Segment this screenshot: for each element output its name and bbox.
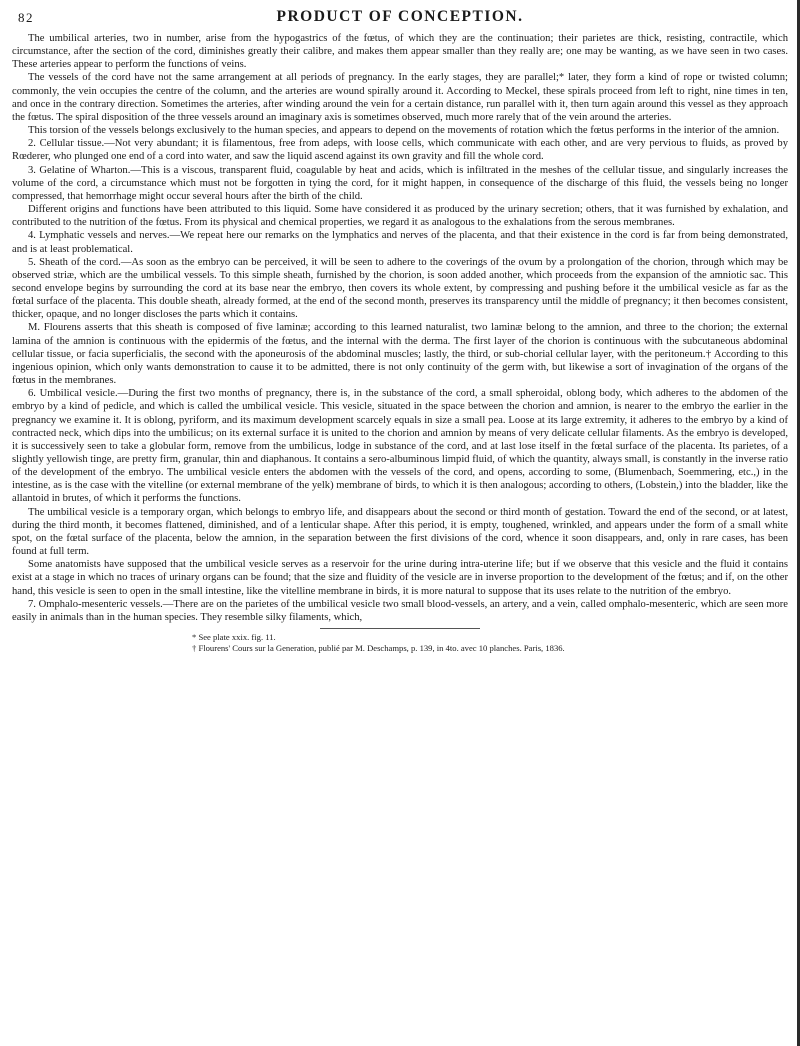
paragraph: Some anatomists have supposed that the umbilical vesicle serves as a reservoir for the urine during intra-uterine life; but if we observe that this vesicle and the fluid it contains exist at a stage in which no traces of urinary organs can be found; that the size and fluidity of the vesicle are in inverse proportion to the development of the fœtus; and if, on the other hand, this vesicle is seen to open in the small intestine, like the vitelline membrane in birds, it is more natural to suppose that its uses relate to the nutrition of the embryo. xyxy=(12,559,788,597)
running-head: PRODUCT OF CONCEPTION. xyxy=(276,8,524,25)
paragraph: 7. Omphalo-mesenteric vessels.—There are on the parietes of the umbilical vesicle two small blood-vessels, an artery, and a vein, called omphalo-mesenteric, which are seen more easily in animals than in the human species. They resemble silky filaments, which, xyxy=(12,598,788,623)
paragraph: The umbilical arteries, two in number, arise from the hypogastrics of the fœtus, of which they are the continuation; their parietes are thick, resisting, contractile, which circumstance, after the section of the cord, diminishes greatly their calibre, and makes them appear smaller than they really are; one may be wanting, as we have seen in two cases. These arteries appear to perform the functions of veins. xyxy=(12,33,788,71)
footnote-divider xyxy=(320,628,480,629)
paragraph: Different origins and functions have been attributed to this liquid. Some have considered it as produced by the urinary secretion; others, that it was furnished by exhalation, and contributed to the nutrition of the fœtus. From its physical and chemical properties, we regard it as analogous to the exhalations from the serous membranes. xyxy=(12,204,788,229)
footnote: * See plate xxix. fig. 11. xyxy=(192,632,276,643)
body-text xyxy=(12,32,788,624)
paragraph: M. Flourens asserts that this sheath is composed of five laminæ; according to this learned naturalist, two laminæ belong to the amnion, and three to the chorion; the external lamina of the amnion is continuous with the epidermis of the fœtus, and the internal with the derma. The first layer of the chorion is continuous with the subcutaneous abdominal cellular tissue, or facia superficialis, the second with the aponeurosis of the abdominal muscles; lastly, the third, or sub-chorial cellular layer, with the peritoneum.† According to this ingenious opinion, which only wants demonstration to cause it to be admitted, there is not only continuity of the germ with, but likewise a sort of invagination of the organs of the fœtus in the membranes. xyxy=(12,322,788,387)
page-header xyxy=(12,6,788,28)
paragraph: 6. Umbilical vesicle.—During the first two months of pregnancy, there is, in the substance of the cord, a small spheroidal, oblong body, which adheres to the abdomen of the embryo by a kind of pedicle, and which is called the umbilical vesicle. This vesicle, situated in the space between the chorion and amnion, is nearer to the embryo the earlier in the pregnancy we examine it. It is oblong, pyriform, and its maximum development scarcely equals in size a small pea. Loose at its large extremity, it adheres to the embryo by a kind of contracted neck, which dips into the umbilicus; on its external surface it is united to the chorion and amnion by means of very delicate cellular filaments. As the embryo is developed, it is successively seen to take a globular form, remove from the umbilicus, lodge in substance of the cord, and at last lose itself in the fœtal surface of the placenta. Its parietes, of a slightly yellowish tinge, are pretty firm, granular, thin and diaphanous. It contains a sero-albuminous limpid fluid, of which the quantity, always small, is constantly in the inverse ratio of the development of the embryo. The umbilical vesicle enters the abdomen with the vessels of the cord, and opens, according to some, (Blumenbach, Soemmering, etc.,) in the intestine, as is the case with the vitelline (or external membrane of the yelk) membrane of birds, to which it is then analogous; according to others, (Lobstein,) into the bladder, like the allantoid in brutes, of which it performs the functions. xyxy=(12,388,788,505)
paragraph: 3. Gelatine of Wharton.—This is a viscous, transparent fluid, coagulable by heat and acids, which is infiltrated in the meshes of the cellular tissue, and singularly increases the volume of the cord, a circumstance which must not be forgotten in tying the cord, for it might happen, in consequence of the discharge of this fluid, the vessels being no longer compressed, that hemorrhage might occur several hours after the birth of the child. xyxy=(12,164,788,202)
footnote: † Flourens' Cours sur la Generation, publié par M. Deschamps, p. 139, in 4to. avec 10 planches. Paris, 1836. xyxy=(192,643,565,654)
footnotes xyxy=(12,632,788,654)
paragraph: The vessels of the cord have not the same arrangement at all periods of pregnancy. In the early stages, they are parallel;* later, they form a kind of rope or twisted column; commonly, the vein occupies the centre of the column, and the arteries are wound spirally around it. According to Meckel, these spirals proceed from left to right, nine times in ten, and once in the contrary direction. Sometimes the arteries, after winding around the vein for a certain distance, run parallel with it, then turn again around this vessel as they approach the fœtus. The spiral disposition of the three vessels around an imaginary axis is sometimes observed, much more rarely that of the vein around the arteries. xyxy=(12,72,788,123)
paragraph: 4. Lymphatic vessels and nerves.—We repeat here our remarks on the lymphatics and nerves of the placenta, and that their existence in the cord is far from being demonstrated, and is at least problematical. xyxy=(12,230,788,255)
paragraph: 5. Sheath of the cord.—As soon as the embryo can be perceived, it will be seen to adhere to the coverings of the ovum by a prolongation of the chorion, through which may be observed striæ, which are the umbilical vessels. To this simple sheath, furnished by the chorion, is soon added another, which proceeds from the expansion of the amniotic sac. This second envelope begins by surrounding the cord at its base near the embryo, then covers its whole extent, by compressing and pushing before it the umbilical vesicle as far as the fœtal surface of the placenta. This double sheath, already formed, at the end of the second month, preserves its transparency until the middle of pregnancy; it then becomes consistent, thicker, opaque, and no longer discloses the parts which it contains. xyxy=(12,256,788,321)
paragraph: The umbilical vesicle is a temporary organ, which belongs to embryo life, and disappears about the second or third month of gestation. Toward the end of the second, or at latest, during the third month, it becomes flattened, diminished, and of a lenticular shape. After this period, it is empty, toughened, wrinkled, and appears under the form of a small white spot, on the fœtal surface of the placenta, below the amnion, in the separation between the first divisions of the cord, whence it soon disappears, and, only in rare cases, has been found at full term. xyxy=(12,506,788,558)
paragraph: 2. Cellular tissue.—Not very abundant; it is filamentous, free from adeps, with loose cells, which communicate with each other, and are very pervious to fluids, as proved by Rœderer, who plunged one end of a cord into water, and saw the liquid ascend against its own gravity and fill the whole cord. xyxy=(12,138,788,163)
page-number: 82 xyxy=(18,10,34,25)
paragraph: This torsion of the vessels belongs exclusively to the human species, and appears to depend on the movements of rotation which the fœtus performs in the interior of the amnion. xyxy=(28,125,780,137)
